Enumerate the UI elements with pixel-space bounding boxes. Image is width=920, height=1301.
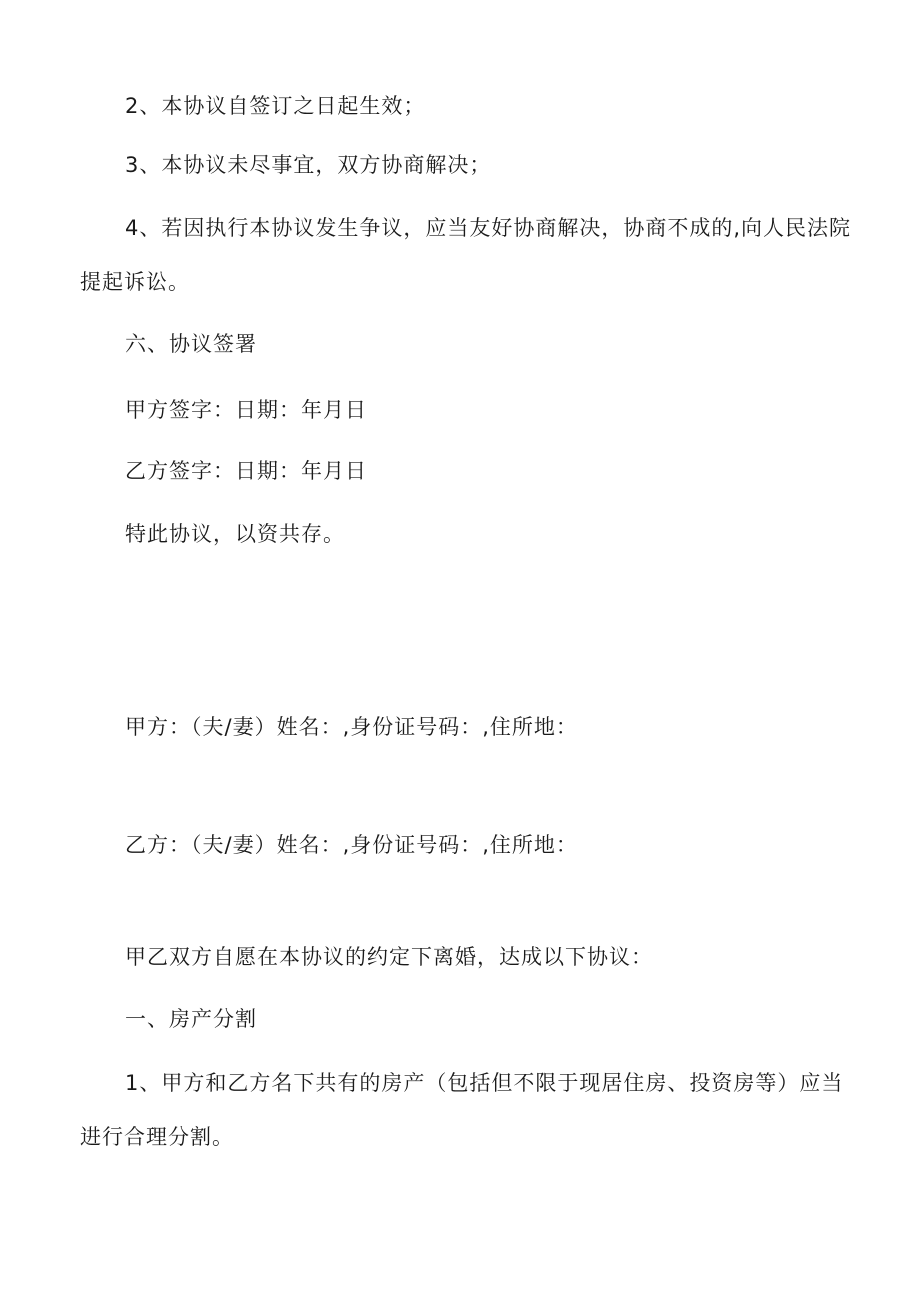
clause-4-dispute-resolution: 4、若因执行本协议发生争议，应当友好协商解决，协商不成的,向人民法院 [125,216,852,240]
agreement-preamble: 甲乙双方自愿在本协议的约定下离婚，达成以下协议： [125,945,653,969]
clause-4-dispute-continuation: 提起诉讼。 [80,270,190,294]
property-clause-1-continuation: 进行合理分割。 [80,1125,234,1149]
property-clause-1: 1、甲方和乙方名下共有的房产（包括但不限于现居住房、投资房等）应当 [125,1071,844,1095]
section-heading-property: 一、房产分割 [125,1007,257,1031]
party-b-signature-line: 乙方签字：日期：年月日 [125,459,367,483]
party-b-info: 乙方：（夫/妻）姓名：,身份证号码：,住所地： [125,833,578,857]
closing-statement: 特此协议，以资共存。 [125,522,345,546]
party-a-info: 甲方：（夫/妻）姓名：,身份证号码：,住所地： [125,715,578,739]
clause-2-effective-date: 2、本协议自签订之日起生效； [125,94,426,118]
party-a-signature-line: 甲方签字：日期：年月日 [125,398,367,422]
clause-3-unresolved-matters: 3、本协议未尽事宜，双方协商解决； [125,153,492,177]
section-heading-signing: 六、协议签署 [125,332,257,356]
